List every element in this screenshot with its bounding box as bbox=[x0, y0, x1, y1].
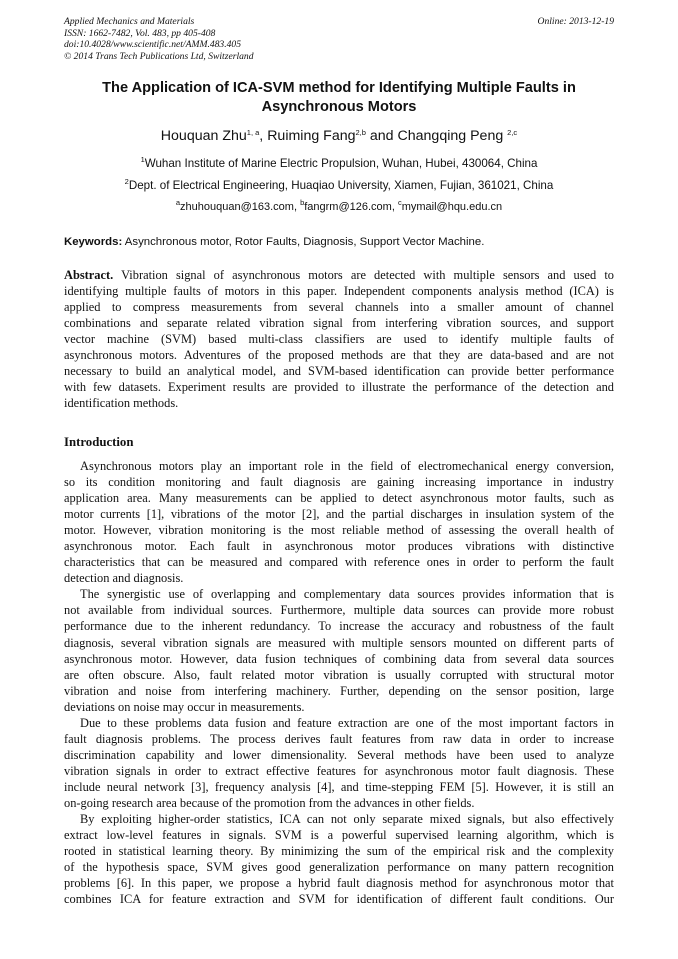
intro-line: The synergistic use of overlapping and complementary data sources provides information that is bbox=[80, 587, 614, 602]
intro-line: performance due to the inherent redundancy. To increase the accuracy and robustness of the fault bbox=[64, 619, 614, 634]
email-superscript: c bbox=[397, 198, 402, 207]
affiliation-superscript: 1 bbox=[140, 155, 145, 164]
journal-name: Applied Mechanics and Materials bbox=[64, 16, 195, 27]
intro-line: motor. However, vibration monitoring is the most reliable method of assessing the overall health of bbox=[64, 523, 614, 538]
abstract-line-text: Vibration signal of asynchronous motors are detected with multiple sensors and used to bbox=[113, 268, 614, 282]
intro-line: fault diagnosis problems. The process derives fault features from raw data in order to increase bbox=[64, 731, 614, 746]
email-link[interactable]: fangrm@126.com, bbox=[304, 201, 398, 213]
intro-line: By exploiting higher-order statistics, ICA can not only separate mixed signals, but also effectively bbox=[80, 812, 614, 827]
intro-line: so its condition monitoring and fault diagnosis are gaining increasing importance in industry bbox=[64, 475, 614, 490]
journal-header bbox=[64, 16, 394, 62]
email-link[interactable]: mymail@hqu.edu.cn bbox=[401, 201, 503, 213]
author-emails bbox=[64, 200, 614, 214]
author-name: Houquan Zhu bbox=[160, 128, 247, 144]
abstract-label: Abstract. bbox=[64, 268, 114, 282]
intro-line: not available from individual sources. Furthermore, multiple data sources can provide more robust bbox=[64, 603, 614, 618]
intro-line: discrimination capability and lower dimensionality. Several methods have been used to analyze bbox=[64, 747, 614, 762]
copyright-line: © 2014 Trans Tech Publications Ltd, Switzerland bbox=[64, 50, 254, 62]
intro-line: motor currents [1], vibrations of the motor [2], and the partial discharges in insulation system of the bbox=[64, 507, 614, 522]
abstract-line: asynchronous motors. Adventures of the proposed methods are that they are data-based and are not bbox=[64, 348, 614, 363]
abstract-line: vector machine (SVM) based multi-class classifiers are used to identify multiple faults of bbox=[64, 332, 614, 347]
intro-line: extract low-level features in signals. SVM is a powerful supervised learning algorithm, which is bbox=[64, 828, 614, 843]
affiliation-superscript: 2 bbox=[124, 177, 129, 186]
intro-line: of the hypothesis space, SVM gives good generalization performance on many pattern recognition bbox=[64, 860, 614, 875]
abstract-line bbox=[64, 267, 614, 283]
intro-line: detection and diagnosis. bbox=[64, 571, 184, 586]
intro-line: rooted in statistical learning theory. By minimizing the sum of the empirical risk and the complexity bbox=[64, 844, 614, 859]
author-name: Changqing Peng bbox=[397, 128, 508, 144]
affiliation-text: Wuhan Institute of Marine Electric Propulsion, Wuhan, Hubei, 430064, China bbox=[144, 157, 538, 170]
abstract-line: necessary to build an analytical model, and SVM-based identification can provide better performance bbox=[64, 364, 614, 379]
intro-line: combines ICA for feature extraction and SVM for identification of different fault conditions. Our bbox=[64, 892, 614, 907]
author-superscript: 2,c bbox=[507, 128, 518, 137]
abstract-line: applied to compress measurements from several channels into a smaller amount of channel bbox=[64, 300, 614, 315]
email-link[interactable]: zhuhouquan@163.com, bbox=[180, 201, 301, 213]
affiliation-text: Dept. of Electrical Engineering, Huaqiao University, Xiamen, Fujian, 361021, China bbox=[128, 179, 554, 192]
intro-line: are often obscure. Also, fault related motor vibration is usually corrupted with structural motor bbox=[64, 667, 614, 682]
intro-line: vibration signals in order to extract effective features for asynchronous motor fault diagnosis. These bbox=[64, 763, 614, 778]
keywords-line bbox=[64, 235, 614, 249]
abstract-line: identification methods. bbox=[64, 396, 179, 411]
author-list bbox=[64, 127, 614, 145]
intro-line: Due to these problems data fusion and feature extraction are one of the most important factors in bbox=[80, 715, 614, 730]
intro-line: diagnosis, several vibration signals are measured with multiple sensors mounted on different parts of bbox=[64, 635, 614, 650]
abstract-paragraph bbox=[64, 267, 614, 411]
keywords-label: Keywords: bbox=[64, 236, 123, 248]
intro-line: on-going research area because of the promotion from the advances in other fields. bbox=[64, 795, 475, 810]
affiliation-2 bbox=[64, 179, 614, 193]
email-superscript: b bbox=[300, 198, 305, 207]
intro-line: characteristics that can be measured and compared with reference ones in order to perform the fault bbox=[64, 555, 614, 570]
author-name: Ruiming Fang bbox=[267, 128, 356, 144]
email-superscript: a bbox=[175, 198, 181, 207]
online-date: Online: 2013-12-19 bbox=[537, 16, 614, 27]
section-heading-introduction: Introduction bbox=[64, 435, 134, 449]
abstract-line: combinations and separate related vibration signal from interfering vibration sources, and support bbox=[64, 316, 614, 331]
intro-line: application area. Many measurements can be applied to detect asynchronous motor faults, such as bbox=[64, 491, 614, 506]
intro-line: problems [6]. In this paper, we propose a hybrid fault diagnosis method for asynchronous motor that bbox=[64, 876, 614, 891]
introduction-body bbox=[64, 458, 614, 907]
doi-line: doi:10.4028/www.scientific.net/AMM.483.405 bbox=[64, 39, 242, 50]
abstract-line: identifying multiple faults of motors in this paper. Independent components analysis method (ICA) is bbox=[64, 284, 614, 299]
intro-line: deviations on noise may occur in measurements. bbox=[64, 699, 305, 714]
paper-title: The Application of ICA-SVM method for Identifying Multiple Faults in Asynchronous Motors bbox=[102, 80, 576, 115]
intro-line: asynchronous motor. However, data fusion techniques of combining data from several data sources bbox=[64, 651, 614, 666]
intro-line: vibration and noise from interfering machinery. Further, depending on the sensor position, large bbox=[64, 683, 614, 698]
author-superscript: 1, a bbox=[246, 128, 260, 137]
author-superscript: 2,b bbox=[355, 128, 366, 137]
intro-line: Asynchronous motors play an important role in the field of electromechanical energy conversion, bbox=[80, 459, 614, 473]
author-separator: and bbox=[365, 128, 398, 144]
keywords-text: Asynchronous motor, Rotor Faults, Diagnosis, Support Vector Machine. bbox=[122, 236, 485, 248]
abstract-line: with few datasets. Experiment results are provided to illustrate the performance of the detection and bbox=[64, 380, 614, 395]
affiliation-1 bbox=[64, 157, 614, 171]
issn-line: ISSN: 1662-7482, Vol. 483, pp 405-408 bbox=[64, 27, 216, 39]
intro-line: asynchronous motor. Each fault in asynchronous motor produces vibrations with distinctive bbox=[64, 539, 614, 554]
intro-line: include neural network [3], frequency analysis [4], and time-stepping FEM [5]. However, it is still an bbox=[64, 779, 614, 794]
author-separator: , bbox=[259, 128, 268, 144]
